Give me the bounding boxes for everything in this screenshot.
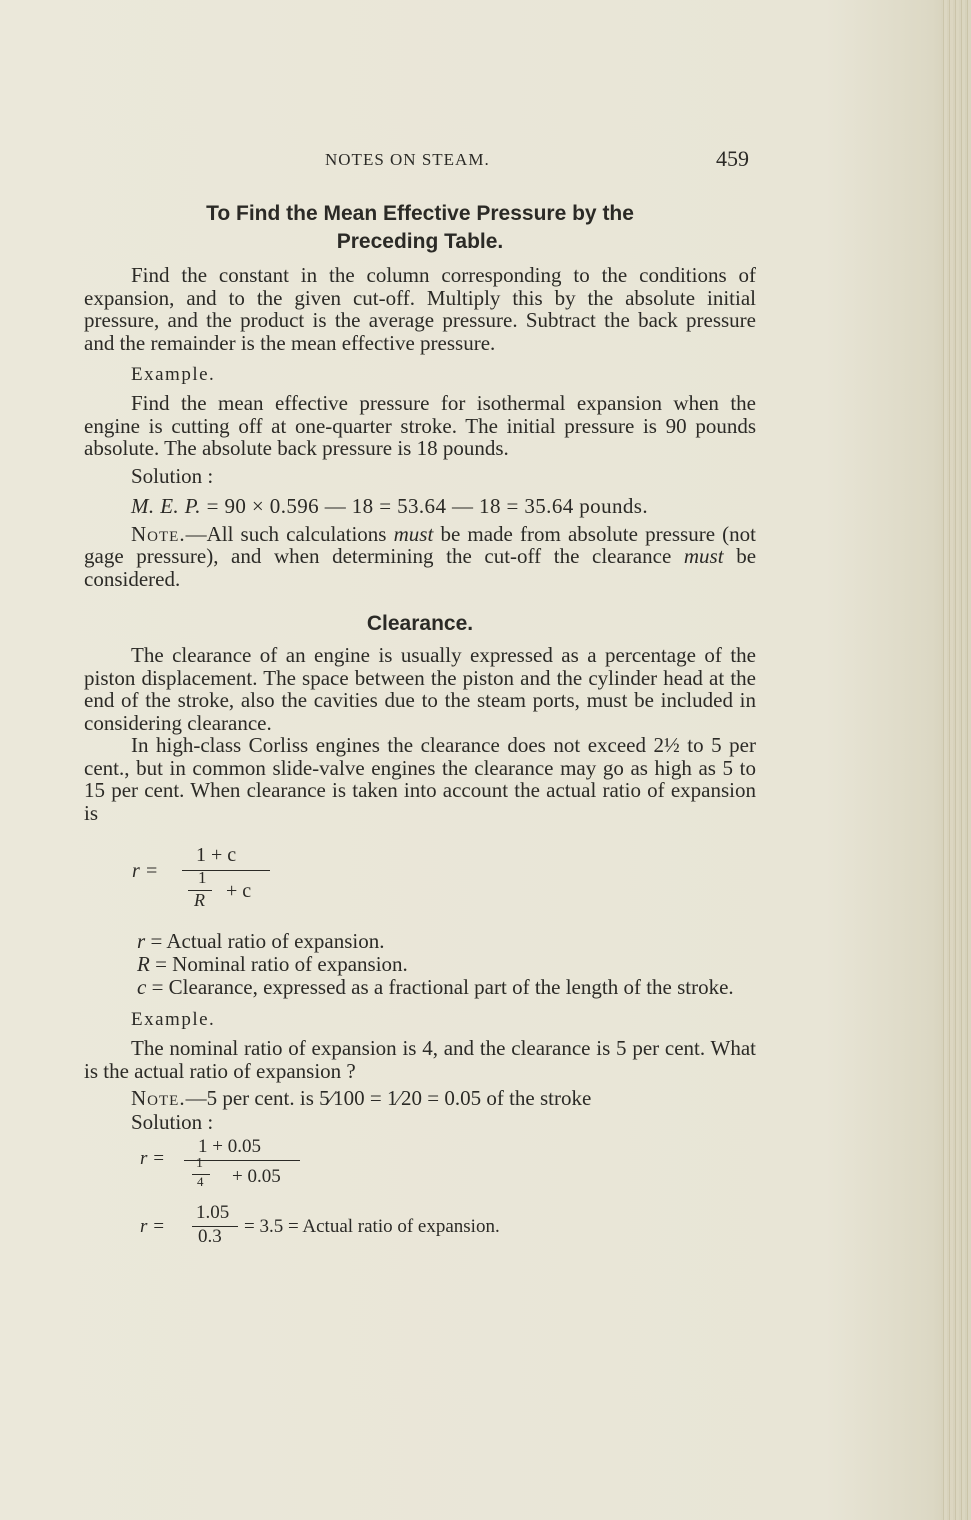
paragraph-example: Find the mean effective pressure for isothermal expansion when the engine is cutting off at one-quarter stroke. The initial pressure is 90 pounds absolute. The absolute back pressure is 18 pounds. — [84, 391, 756, 460]
page-content — [84, 200, 756, 1252]
solution-label-2: Solution : — [131, 1110, 214, 1134]
definition-R: R = Nominal ratio of expansion. — [137, 952, 408, 976]
paragraph-find-constant: Find the constant in the column corresponding to the conditions of expansion, and to the given cut-off. Multiply this by the absolute initial pressure, and the product is the average pressure. Subtract the back pressure and the remainder is the mean effective pressure. — [84, 263, 756, 355]
formula-substitution: r = 1 + 0.05 1 4 + 0.05 — [140, 1136, 756, 1198]
mep-equation — [131, 494, 756, 519]
paragraph-note: Note.—All such calculations must be made from absolute pressure (not gage pressure), and when determining the cut-off the clearance must be considered. — [84, 521, 757, 591]
running-head: NOTES ON STEAM. — [325, 150, 490, 169]
page-header — [0, 146, 971, 176]
paragraph-clearance-definition: The clearance of an engine is usually expressed as a percentage of the piston displacement. The space between the piston and the cylinder head at the end of the stroke, also the cavities due to the steam ports, must be included in considering clearance. — [84, 643, 756, 735]
definitions — [84, 930, 756, 999]
example-label: Example. — [131, 364, 216, 385]
definition-r: r = Actual ratio of expansion. — [137, 929, 385, 953]
page-number: 459 — [716, 146, 749, 171]
definition-c: c = Clearance, expressed as a fractional part of the length of the stroke. — [137, 975, 734, 999]
page-edge — [941, 0, 971, 1520]
paragraph-example-2: The nominal ratio of expansion is 4, and the clearance is 5 per cent. What is the actual ratio of expansion ? — [84, 1036, 756, 1083]
paragraph-corliss-engines: In high-class Corliss engines the clearance does not exceed 2½ to 5 per cent., but in common slide-valve engines the clearance may go as high as 5 to 15 per cent. When clearance is taken into account the actual ratio of expansion is — [84, 733, 756, 825]
mep-calculation: = 90 × 0.596 — 18 = 53.64 — 18 = 35.64 pounds. — [206, 493, 649, 518]
mep-symbol: M. E. P. — [131, 493, 201, 518]
formula-actual-ratio: r = 1 + c 1 R + c — [132, 836, 756, 910]
formula-result: r = 1.05 0.3 = 3.5 = Actual ratio of expansion. — [140, 1202, 500, 1247]
note-percent: Note.—5 per cent. is 5⁄100 = 1⁄20 = 0.05 of the stroke — [131, 1086, 592, 1110]
solution-label: Solution : — [131, 463, 214, 488]
section-heading-mean-effective-pressure: To Find the Mean Effective Pressure by the Preceding Table. — [206, 202, 634, 253]
example-label-2: Example. — [131, 1009, 216, 1030]
section-heading-clearance: Clearance. — [366, 612, 474, 635]
